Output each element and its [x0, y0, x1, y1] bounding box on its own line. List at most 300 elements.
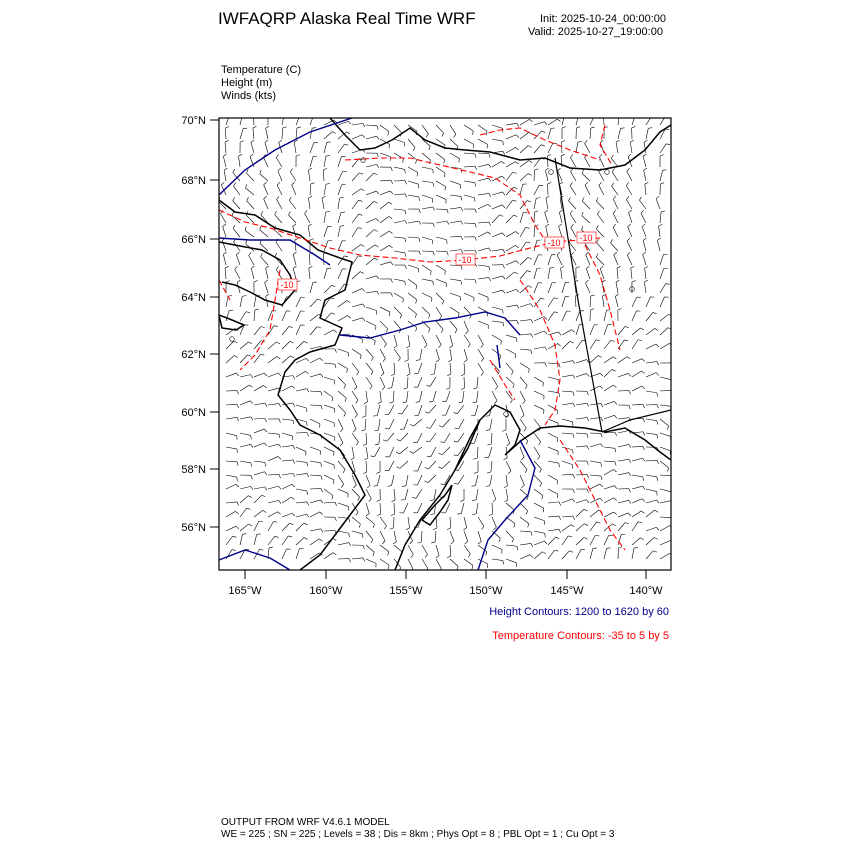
wind-barb [492, 125, 502, 128]
wind-barb-feather [389, 144, 390, 148]
wind-barb-feather [376, 472, 380, 473]
wind-barb-feather [265, 403, 267, 406]
wind-barb-feather [292, 182, 295, 185]
wind-barb-feather [419, 197, 420, 201]
wind-barb [618, 357, 627, 363]
wind-barb-feather [393, 542, 396, 544]
wind-barb [562, 447, 573, 450]
wind-barb [626, 186, 632, 195]
wind-barb [408, 237, 419, 238]
wind-barb-feather [390, 528, 394, 529]
wind-barb-feather [584, 509, 588, 511]
temp-label: -10 [458, 255, 472, 265]
wind-barb [310, 299, 318, 307]
wind-barb-feather [277, 196, 280, 199]
wind-barb [268, 433, 279, 434]
wind-barb [408, 167, 418, 172]
wind-barb-feather [288, 536, 292, 537]
wind-barb-feather [641, 328, 644, 330]
wind-barb-feather [474, 472, 478, 473]
wind-barb-feather [540, 469, 542, 473]
wind-barb [380, 191, 390, 195]
wind-barb [617, 268, 618, 279]
wind-barb [296, 473, 307, 475]
wind-barb [450, 559, 458, 566]
wind-barb [576, 509, 584, 517]
wind-barb [240, 496, 248, 503]
wind-barb-feather [439, 345, 442, 348]
wind-barb [477, 447, 478, 458]
wind-barb-feather [332, 132, 336, 134]
wind-barb [562, 525, 571, 531]
wind-barb [520, 543, 531, 545]
wind-barb [380, 321, 388, 329]
wind-barb-feather [502, 176, 505, 179]
wind-barb [520, 184, 523, 195]
wind-barb [576, 403, 587, 405]
wind-barb-feather [657, 435, 658, 439]
wind-barb [492, 276, 503, 279]
wind-barb-feather [391, 262, 393, 265]
wind-barb [506, 475, 507, 486]
wind-barb [604, 325, 608, 335]
wind-barb-feather [514, 523, 515, 527]
wind-barb-feather [264, 182, 267, 185]
wind-barb [604, 486, 614, 489]
wind-barb-feather [356, 442, 358, 445]
wind-barb-feather [517, 321, 519, 325]
wind-barb [296, 514, 307, 517]
wind-barb-feather [308, 224, 311, 226]
wind-barb-feather [304, 538, 308, 540]
wind-barb [590, 325, 594, 335]
wind-barb [604, 401, 614, 405]
wind-barb [534, 475, 542, 483]
wind-barb [660, 269, 664, 279]
wind-barb [268, 456, 278, 461]
wind-barb-feather [615, 432, 617, 436]
wind-barb [402, 405, 408, 414]
wind-barb-feather [488, 204, 491, 207]
wind-barb-feather [578, 141, 582, 142]
wind-barb-feather [251, 444, 253, 447]
wind-barb-feather [383, 440, 387, 441]
wind-barb-feather [364, 402, 368, 404]
wind-barb-feather [307, 462, 308, 466]
wind-barb-feather [246, 240, 247, 244]
wind-barb-feather [601, 463, 602, 467]
wind-barb [226, 373, 236, 377]
wind-barb [599, 157, 604, 167]
wind-barb [534, 255, 538, 265]
wind-barb [324, 502, 335, 503]
wind-barb-feather [358, 256, 362, 257]
wind-barb [464, 531, 468, 541]
wind-barb-feather [266, 294, 269, 296]
lat-label: 70°N [181, 115, 206, 127]
wind-barb [492, 559, 503, 561]
wind-barb-feather [571, 224, 574, 227]
wind-barb-feather [657, 421, 658, 425]
st-lawrence-island [219, 315, 244, 330]
wind-barb-feather [599, 182, 602, 185]
wind-barb-feather [382, 387, 385, 390]
wind-barb [464, 559, 473, 565]
wind-barb [562, 311, 567, 321]
wind-barb-feather [641, 210, 644, 213]
wind-barb [604, 548, 607, 559]
wind-barb [492, 192, 503, 195]
wind-barb [478, 232, 488, 237]
wind-barb [660, 405, 671, 406]
wind-barb-feather [585, 182, 588, 185]
wind-barb-feather [377, 164, 379, 167]
wind-barb-feather [530, 304, 532, 307]
wind-barb-feather [405, 194, 407, 198]
wind-barb-feather [445, 271, 446, 275]
wind-barb [338, 300, 347, 307]
wind-barb [268, 474, 279, 475]
wind-barb [436, 517, 437, 528]
wind-barb [464, 166, 475, 167]
wind-barb [646, 433, 657, 435]
wind-barb [642, 227, 646, 237]
wind-barb [604, 498, 614, 503]
wind-barb-feather [472, 565, 473, 569]
wind-barb-feather [400, 315, 402, 319]
wind-barb-feather [468, 554, 470, 557]
model-config-line: WE = 225 ; SN = 225 ; Levels = 38 ; Dis = 8km ; Phys Opt = 8 ; PBL Opt = 1 ; Cu Opt = 3 [221, 829, 615, 840]
wind-barb [478, 517, 484, 526]
wind-barb [223, 254, 226, 265]
wind-barb-feather [340, 429, 343, 432]
wind-barb-feather [569, 197, 571, 201]
wind-barb-feather [310, 239, 314, 240]
wind-barb [422, 237, 433, 240]
wind-barb [220, 213, 226, 223]
wind-barb-feather [389, 202, 392, 204]
wind-barb [590, 475, 601, 476]
wind-barb [478, 335, 483, 345]
wind-barb [246, 188, 254, 195]
wind-barb [430, 433, 436, 442]
wind-barb [366, 531, 373, 540]
wind-barb-feather [396, 467, 400, 469]
temperature-contour [520, 280, 560, 425]
wind-barb-feather [521, 415, 524, 418]
wind-barb [660, 255, 663, 265]
wind-barb [309, 198, 310, 209]
wind-barb-feather [278, 373, 281, 376]
lat-label: 58°N [181, 464, 206, 476]
wind-barb [254, 521, 259, 531]
wind-barb-feather [433, 183, 434, 187]
wind-barb [265, 283, 268, 293]
wind-barb [366, 489, 371, 499]
wind-barb-feather [288, 211, 290, 215]
wind-barb-feather [251, 375, 253, 378]
wind-barb-feather [326, 155, 330, 156]
wind-barb [394, 489, 395, 500]
wind-barb [474, 433, 478, 443]
wind-barb [464, 139, 474, 144]
west-coastline [219, 200, 365, 570]
wind-barb-feather [293, 460, 295, 464]
wind-barb-feather [481, 345, 484, 348]
wind-barb-feather [305, 210, 308, 213]
wind-barb [324, 212, 326, 223]
wind-barb [476, 503, 478, 514]
wind-barb [506, 433, 510, 443]
wind-barb-feather [233, 183, 235, 186]
wind-barb [352, 377, 357, 387]
wind-barb [310, 143, 314, 153]
wind-barb-feather [531, 334, 533, 338]
wind-barb [464, 517, 467, 528]
wind-barb [576, 446, 587, 447]
wind-barb [562, 330, 572, 335]
wind-barb [380, 335, 386, 344]
wind-barb-feather [464, 359, 467, 361]
city-marker [605, 170, 610, 175]
wind-barb [324, 391, 333, 397]
wind-barb [489, 447, 492, 457]
wind-barb-feather [586, 373, 589, 376]
wind-barb [615, 296, 618, 307]
wind-barb-feather [569, 551, 573, 552]
wind-barb [254, 373, 264, 377]
wind-barb [450, 207, 461, 209]
wind-barb [366, 218, 376, 223]
wind-barb [590, 548, 593, 559]
wind-barb [407, 377, 408, 388]
wind-barb-feather [542, 552, 546, 554]
wind-barb [660, 377, 671, 380]
wind-barb [352, 135, 362, 139]
wind-barb-feather [247, 355, 251, 356]
wind-barb-feather [487, 444, 491, 445]
wind-barb [254, 296, 256, 307]
wind-barb-feather [378, 402, 382, 404]
wind-barb-feather [233, 197, 235, 201]
wind-barb [450, 545, 451, 556]
wind-barb [282, 311, 286, 321]
wind-barb-feather [523, 401, 526, 404]
wind-barb [590, 115, 595, 125]
wind-barb-feather [494, 527, 497, 530]
wind-barb-feather [548, 182, 552, 184]
wind-barb-feather [320, 358, 323, 361]
wind-barb-feather [255, 309, 259, 310]
wind-barb [324, 156, 326, 167]
wind-barb-feather [591, 295, 595, 296]
wind-barb [643, 156, 646, 167]
wind-barb [296, 523, 304, 531]
lat-labels [181, 115, 206, 534]
wind-barb-feather [262, 495, 266, 497]
wind-barb [310, 447, 320, 451]
wind-barb-feather [543, 508, 544, 512]
wind-barb-feather [228, 295, 232, 296]
wind-barb-feather [656, 527, 659, 530]
wind-barb-feather [312, 128, 316, 129]
wind-barb-feather [344, 413, 346, 417]
wind-barb-feather [261, 354, 265, 355]
wind-barb [240, 401, 250, 405]
wind-barb [366, 321, 376, 326]
wind-barb-feather [634, 547, 638, 548]
wind-barb [464, 195, 475, 198]
wind-barb [492, 139, 503, 141]
wind-barb [590, 128, 591, 139]
wind-barb-feather [629, 405, 630, 409]
wind-barb [596, 201, 604, 209]
wind-barb [632, 511, 641, 517]
wind-barb-feather [501, 341, 502, 345]
wind-barb [289, 200, 296, 209]
wind-barb [338, 316, 348, 321]
wind-barb [264, 199, 268, 209]
wind-barb [254, 487, 265, 489]
wind-barb-feather [388, 552, 389, 556]
wind-barb [492, 290, 503, 293]
wind-barb [225, 142, 226, 153]
wind-barb-feather [659, 224, 663, 226]
wind-barb [268, 373, 278, 377]
wind-barb [576, 418, 587, 419]
wind-barb-feather [516, 135, 519, 138]
wind-barb-feather [660, 183, 664, 184]
wind-barb [585, 185, 590, 195]
init-time: Init: 2025-10-24_00:00:00 [540, 13, 666, 25]
wind-barb [310, 419, 320, 424]
wind-barb-feather [613, 196, 616, 199]
wind-barb [660, 447, 670, 451]
wind-barb-feather [544, 541, 547, 544]
wind-barb [562, 282, 565, 293]
wind-barb [534, 122, 544, 125]
wind-barb-feather [308, 168, 311, 170]
wind-barb [251, 268, 254, 279]
wind-barb [534, 317, 544, 321]
wind-barb-feather [503, 141, 504, 145]
wind-barb [254, 385, 263, 391]
wind-barb [265, 142, 268, 153]
wind-barb [282, 460, 293, 461]
wind-barb-feather [656, 196, 659, 199]
wind-barb-feather [615, 448, 616, 452]
wind-barb [492, 517, 496, 527]
wind-barb [464, 250, 475, 251]
wind-barb [576, 500, 586, 503]
wind-barb-feather [330, 298, 334, 299]
lon-label: 140°W [629, 585, 663, 597]
wind-barb-feather [385, 414, 389, 415]
wind-barb-feather [603, 112, 607, 114]
wind-barb-feather [265, 487, 267, 490]
wind-barb [450, 321, 457, 329]
wind-barb [576, 474, 587, 475]
wind-barb [631, 268, 632, 279]
wind-barb [394, 307, 402, 315]
wind-barb [506, 335, 517, 338]
wind-barb [268, 357, 277, 363]
wind-barb [506, 461, 511, 471]
wind-barb [310, 314, 319, 321]
wind-barb-feather [461, 374, 465, 376]
wind-barb [310, 128, 312, 139]
wind-barb-feather [279, 474, 281, 478]
wind-barb-feather [527, 271, 531, 272]
lat-label: 62°N [181, 349, 206, 361]
wind-barb-feather [223, 154, 226, 156]
wind-barb-feather [554, 298, 558, 299]
wind-barb [394, 251, 405, 253]
wind-barb [251, 142, 254, 153]
wind-barb-feather [433, 528, 437, 530]
wind-barb-feather [601, 403, 603, 407]
wind-barb [660, 501, 671, 503]
wind-barb-feather [613, 224, 616, 227]
wind-barb-feather [451, 541, 454, 544]
wind-barb [380, 180, 391, 181]
wind-barb-feather [489, 222, 491, 226]
wind-barb [324, 553, 333, 559]
wind-barb-feather [371, 456, 375, 457]
wind-barb [324, 285, 332, 293]
wind-barb [464, 279, 475, 280]
wind-barb [490, 419, 492, 430]
wind-barb [660, 419, 669, 426]
wind-barb-feather [234, 356, 238, 358]
wind-barb [613, 213, 618, 223]
wind-barb-feather [403, 159, 404, 163]
wind-barb [352, 256, 358, 265]
wind-barb [324, 489, 333, 495]
wind-barb-feather [503, 290, 505, 293]
wind-barb-feather [426, 428, 430, 429]
wind-barb-feather [441, 329, 443, 333]
wind-barb-feather [442, 301, 444, 305]
wind-barb-feather [320, 512, 323, 515]
wind-barb-feather [377, 153, 378, 157]
wind-barb-feather [475, 237, 476, 241]
lon-label: 150°W [469, 585, 503, 597]
wind-barb [492, 503, 493, 514]
wind-barb-feather [542, 496, 543, 500]
wind-barb-feather [546, 224, 549, 226]
wind-barb [632, 328, 641, 335]
wind-barb [408, 517, 410, 528]
wind-barb [478, 204, 488, 209]
wind-barb [366, 391, 367, 402]
wind-barb-feather [318, 299, 322, 301]
wind-barb [548, 433, 558, 438]
wind-barb [548, 332, 559, 335]
wind-barb [352, 173, 359, 181]
wind-barb-feather [486, 416, 490, 417]
wind-barb-feather [494, 401, 497, 404]
wind-barb-feather [643, 252, 646, 254]
wind-barb-feather [279, 444, 281, 447]
wind-barb [660, 517, 671, 518]
wind-barb [492, 233, 502, 237]
wind-barb [548, 419, 558, 423]
wind-barb-feather [307, 502, 309, 506]
wind-barb [436, 545, 439, 556]
wind-barb-feather [522, 485, 525, 488]
wind-barb [604, 340, 611, 349]
